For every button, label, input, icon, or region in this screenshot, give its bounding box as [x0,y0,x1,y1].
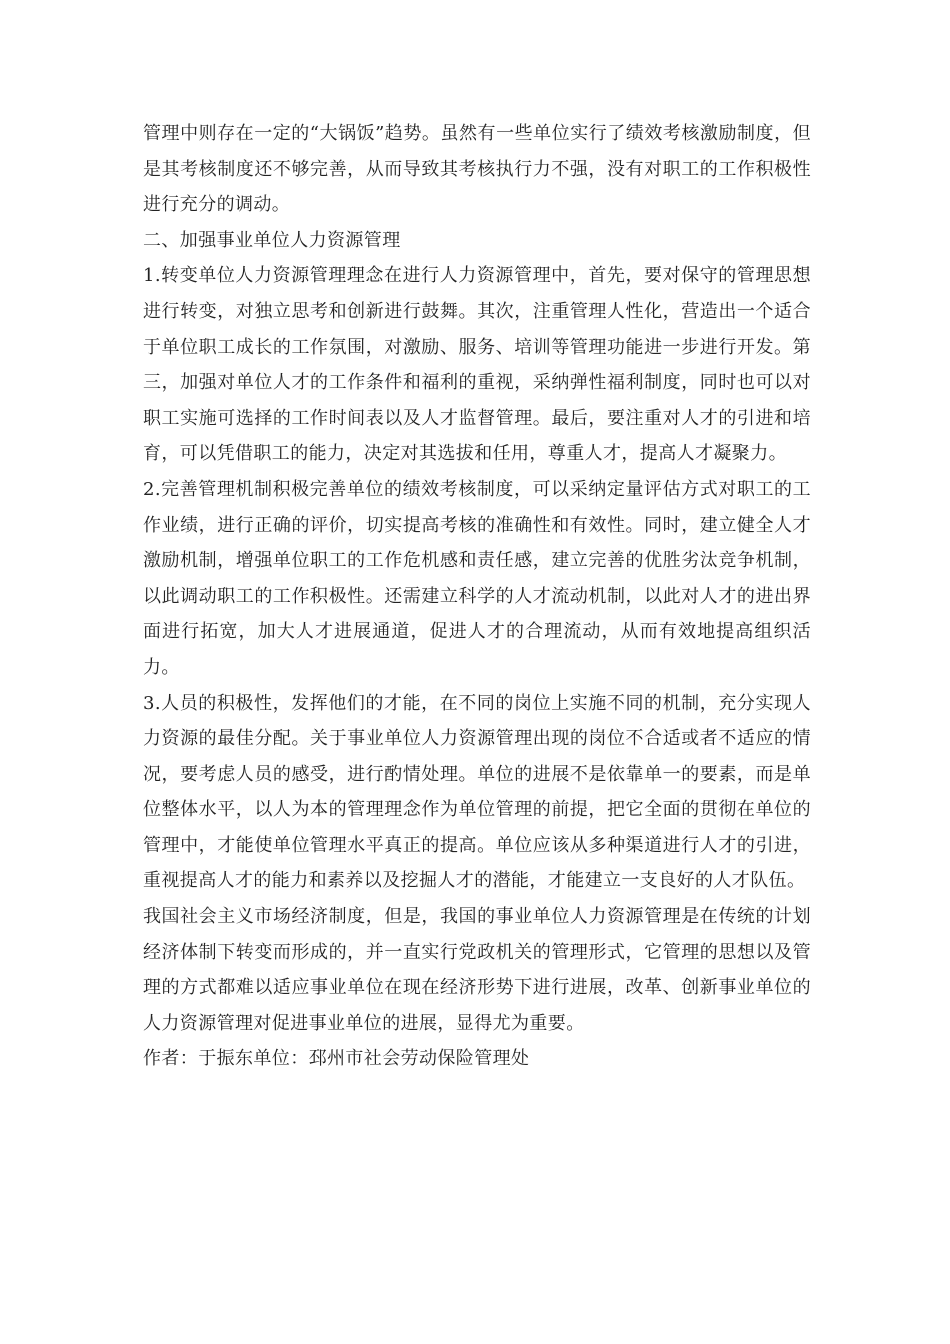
paragraph-item-3: 3.人员的积极性，发挥他们的才能，在不同的岗位上实施不同的机制，充分实现人力资源的最佳分配。关于事业单位人力资源管理出现的岗位不合适或者不适应的情况，要考虑人员的感受，进行酌情处理。单位的进展不是依靠单一的要素，而是单位整体水平，以人为本的管理理念作为单位管理的前提，把它全面的贯彻在单位的管理中，才能使单位管理水平真正的提高。单位应该从多种渠道进行人才的引进，重视提高人才的能力和素养以及挖掘人才的潜能，才能建立一支良好的人才队伍。 [143,692,811,892]
paragraph-intro-continuation: 管理中则存在一定的“大锅饭”趋势。虽然有一些单位实行了绩效考核激励制度，但是其考核制度还不够完善，从而导致其考核执行力不强，没有对职工的工作积极性进行充分的调动。 [143,123,811,216]
section-heading: 二、加强事业单位人力资源管理 [143,229,401,251]
document-body [143,116,811,1077]
paragraph-conclusion: 我国社会主义市场经济制度，但是，我国的事业单位人力资源管理是在传统的计划经济体制下转变而形成的，并一直实行党政机关的管理形式，它管理的思想以及管理的方式都难以适应事业单位在现在经济形势下进行进展，改革、创新事业单位的人力资源管理对促进事业单位的进展，显得尤为重要。 [143,906,811,1034]
paragraph-item-2: 2.完善管理机制积极完善单位的绩效考核制度，可以采纳定量评估方式对职工的工作业绩，进行正确的评价，切实提高考核的准确性和有效性。同时，建立健全人才激励机制，增强单位职工的工作危机感和责任感，建立完善的优胜劣汰竞争机制，以此调动职工的工作积极性。还需建立科学的人才流动机制，以此对人才的进出界面进行拓宽，加大人才进展通道，促进人才的合理流动，从而有效地提高组织活力。 [143,478,811,678]
author-line: 作者：于振东单位：邳州市社会劳动保险管理处 [143,1048,530,1070]
paragraph-item-1: 1.转变单位人力资源管理理念在进行人力资源管理中，首先，要对保守的管理思想进行转变，对独立思考和创新进行鼓舞。其次，注重管理人性化，营造出一个适合于单位职工成长的工作氛围，对激励、服务、培训等管理功能进一步进行开发。第三，加强对单位人才的工作条件和福利的重视，采纳弹性福利制度，同时也可以对职工实施可选择的工作时间表以及人才监督管理。最后，要注重对人才的引进和培育，可以凭借职工的能力，决定对其选拔和任用，尊重人才，提高人才凝聚力。 [143,265,811,465]
